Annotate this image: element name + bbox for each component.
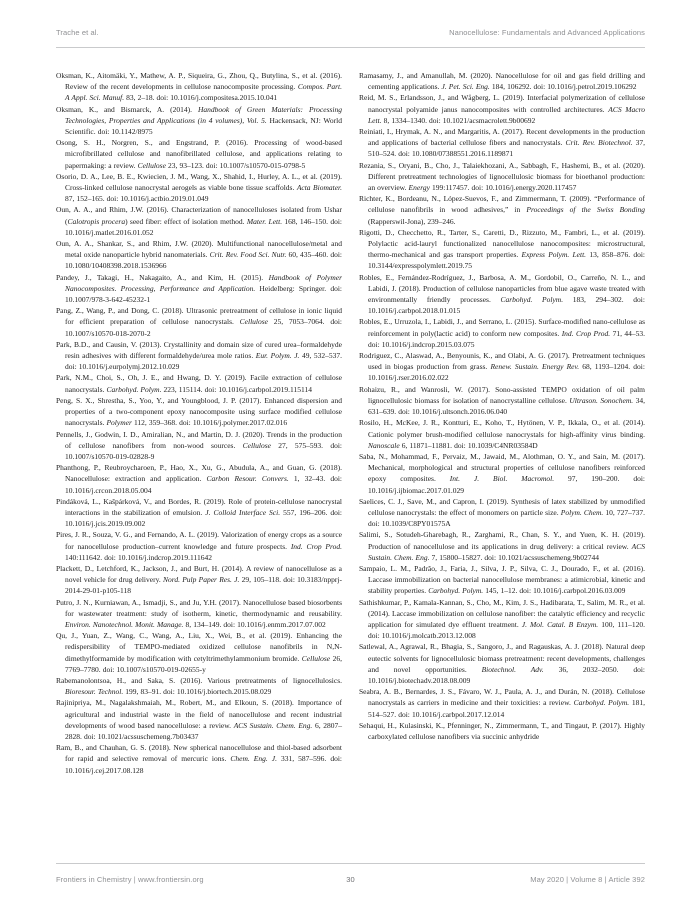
reference-entry: Robles, E., Urruzola, I., Labidi, J., and Serrano, L. (2015). Surface-modified nano-cellulose as reinforcement in poly(lactic acid) to conform new composites. Ind. Crop Prod. 71, 44–53. doi: 10.1016/j.indcrop.2015.03.075	[359, 317, 645, 349]
references-column-left	[56, 70, 342, 860]
reference-entry: Park, B.D., and Causin, V. (2013). Crystallinity and domain size of cured urea–formaldehyde resin adhesives with different formaldehyde/urea mole ratios. Eur. Polym. J. 49, 532–537. doi: 10.1016/j.eurpolymj.2012.10.029	[56, 339, 343, 372]
reference-entry: Plackett, D., Letchford, K., Jackson, J., and Burt, H. (2014). A review of nanocellulose as a novel vehicle for drug delivery. Nord. Pulp Paper Res. J. 29, 105–118. doi: 10.3183/npprj-2014-29-01-p105-118	[56, 563, 342, 596]
references-section	[56, 70, 645, 860]
footer-issue-info: May 2020 | Volume 8 | Article 392	[530, 875, 645, 884]
reference-entry: Sathishkumar, P., Kamala-Kannan, S., Cho, M., Kim, J. S., Hadibarata, T., Salim, M. R., et al. (2014). Laccase immobilization on cellulose nanofiber: the catalytic efficiency and recyclic application for simulated dye effluent treatment. J. Mol. Catal. B Enzym. 100, 111–120. doi: 10.1016/j.molcatb.2013.12.008	[359, 597, 645, 641]
reference-entry: Park, N.M., Choi, S., Oh, J. E., and Hwang, D. Y. (2019). Facile extraction of cellulose nanocrystals. Carbohyd. Polym. 223, 115114. doi: 10.1016/j.carbpol.2019.115114	[56, 373, 342, 394]
reference-entry: Seabra, A. B., Bernardes, J. S., Fávaro, W. J., Paula, A. J., and Durán, N. (2018). Cellulose nanocrystals as carriers in medicine and their toxicities: a review. Carbohyd. Polym. 181, 514–527. doi: 10.1016/j.carbpol.2017.12.014	[359, 687, 645, 719]
reference-entry: Oksman, K., and Bismarck, A. (2014). Handbook of Green Materials: Processing Technologies, Properties and Applications (in 4 volumes), Vol. 5. Hackensack, NJ: World Scientific. doi: 10.1142/8975	[56, 104, 342, 137]
reference-entry: Saelices, C. J., Save, M., and Capron, I. (2019). Synthesis of latex stabilized by unmodified cellulose nanocrystals: the effect of monomers on particle size. Polym. Chem. 10, 727–737. doi: 10.1039/C8PY01575A	[359, 496, 645, 529]
reference-entry: Putro, J. N., Kurniawan, A., Ismadji, S., and Ju, Y.H. (2017). Nanocellulose based biosorbents for wastewater treatment: study of isotherm, kinetic, thermodynamic and reusability. Environ. Nanotechnol. Monit. Manage. 8, 134–149. doi: 10.1016/j.enmm.2017.07.002	[56, 597, 342, 629]
reference-entry: Robles, E., Fernández-Rodríguez, J., Barbosa, A. M., Gordobil, O., Carreño, N. L., and Labidi, J. (2018). Production of cellulose nanoparticles from blue agave waste treated with environmentally friendly processes. Carbohyd. Polym. 183, 294–302. doi: 10.1016/j.carbpol.2018.01.015	[359, 272, 645, 316]
footer-journal-url: Frontiers in Chemistry | www.frontiersin.org	[56, 875, 204, 884]
reference-entry: Sampaio, L. M., Padrão, J., Faria, J., Silva, J. P., Silva, C. J., Dourado, F., et al. (2016). Laccase immobilization on bacterial nanocellulose membranes: a atimicrobial, kinetic and stability properties. Carbohyd. Polym. 145, 1–12. doi: 10.1016/j.carbpol.2016.03.009	[359, 563, 645, 596]
reference-entry: Ramasamy, J., and Amanullah, M. (2020). Nanocellulose for oil and gas field drilling and cementing applications. J. Pet. Sci. Eng. 184, 106292. doi: 10.1016/j.petrol.2019.106292	[359, 71, 645, 92]
reference-entry: Oun, A. A., Shankar, S., and Rhim, J.W. (2020). Multifunctional nanocellulose/metal and metal oxide nanoparticle hybrid nanomaterials. Crit. Rev. Food Sci. Nutr. 60, 435–460. doi: 10.1080/10408398.2018.1536966	[56, 239, 342, 271]
running-head	[56, 28, 645, 37]
reference-entry: Salimi, S., Sotudeh-Gharebagh, R., Zarghami, R., Chan, S. Y., and Yuen, K. H. (2019). Production of nanocellulose and its applications in drug delivery: a critical review. ACS Sustain. Chem. Eng. 7, 15800–15827. doi: 10.1021/acssuschemeng.9b02744	[359, 530, 645, 562]
reference-entry: Rosilo, H., McKee, J. R., Kontturi, E., Koho, T., Hytönen, V. P., Ikkala, O., et al. (2014). Cationic polymer brush-modified cellulose nanocrystals for high-affinity virus binding. Nanoscale 6, 11871–11881. doi: 10.1039/C4NR03584D	[359, 418, 645, 450]
reference-entry: Saba, N., Mohammad, F., Pervaiz, M., Jawaid, M., Alothman, O. Y., and Sain, M. (2017). Mechanical, morphological and structural properties of cellulose nanofibers reinforced epoxy composites. Int. J. Biol. Macromol. 97, 190–200. doi: 10.1016/j.ijbiomac.2017.01.029	[359, 451, 645, 495]
reference-entry: Rodriguez, C., Alaswad, A., Benyounis, K., and Olabi, A. G. (2017). Pretreatment techniques used in biogas production from grass. Renew. Sustain. Energy Rev. 68, 1193–1204. doi: 10.1016/j.rser.2016.02.022	[359, 351, 645, 383]
reference-entry: Oksman, K., Aitomäki, Y., Mathew, A. P., Siqueira, G., Zhou, Q., Butylina, S., et al. (2016). Review of the recent developments in cellulose nanocomposite processing. Compos. Part. A Appl. Sci. Manuf. 83, 2–18. doi: 10.1016/j.compositesa.2015.10.041	[56, 71, 343, 103]
reference-entry: Rezania, S., Oryani, B., Cho, J., Talaiekhozani, A., Sabbagh, F., Hashemi, B., et al. (2020). Different pretreatment technologies of lignocellulosic biomass for bioethanol production: an overview. Energy 199:117457. doi: 10.1016/j.energy.2020.117457	[359, 160, 645, 193]
reference-entry: Satlewal, A., Agrawal, R., Bhagia, S., Sangoro, J., and Ragauskas, A. J. (2018). Natural deep eutectic solvents for lignocellulosic biomass pretreatment: recent developments, challenges and novel opportunities. Biotechnol. Adv. 36, 2032–2050. doi: 10.1016/j.biotechadv.2018.08.009	[359, 642, 645, 685]
reference-entry: Osorio, D. A., Lee, B. E., Kwiecien, J. M., Wang, X., Shahid, I., Hurley, A. L., et al. (2019). Cross-linked cellulose nanocrystal aerogels as viable bone tissue scaffolds. Acta Biomater. 87, 152–165. doi: 10.1016/j.actbio.2019.01.049	[56, 171, 342, 204]
reference-entry: Ram, B., and Chauhan, G. S. (2018). New spherical nanocellulose and thiol-based adsorbent for rapid and selective removal of mercuric ions. Chem. Eng. J. 331, 587–596. doi: 10.1016/j.cej.2017.08.128	[56, 743, 342, 775]
header-divider	[56, 47, 645, 48]
page-number: 30	[346, 875, 355, 884]
reference-entry: Rigotti, D., Checchetto, R., Tarter, S., Caretti, D., Rizzuto, M., Fambri, L., et al. (2019). Polylactic acid-lauryl functionalized nanocellulose nanocomposites: microstructural, thermo-mechanical and gas transport properties. Express Polym. Lett. 13, 858–876. doi: 10.3144/expresspolymlett.2019.75	[359, 227, 645, 271]
reference-entry: Pindáková, L., Kašpárková, V., and Bordes, R. (2019). Role of protein-cellulose nanocrystal interactions in the stabilization of emulsion. J. Colloid Interface Sci. 557, 196–206. doi: 10.1016/j.jcis.2019.09.002	[56, 496, 342, 529]
reference-entry: Phanthong, P., Reubroycharoen, P., Hao, X., Xu, G., Abudula, A., and Guan, G. (2018). Nanocellulose: extraction and application. Carbon Resour. Convers. 1, 32–43. doi: 10.1016/j.crcon.2018.05.004	[56, 463, 342, 495]
references-column-right	[359, 70, 645, 860]
reference-entry: Qu, J., Yuan, Z., Wang, C., Wang, A., Liu, X., Wei, B., et al. (2019). Enhancing the redispersibility of TEMPO-mediated oxidized cellulose nanofibrils in N,N-dimethylformamide by modification with cetyltrimethylammonium bromide. Cellulose 26, 7769–7780. doi: 10.1007/s10570-019-02655-y	[56, 631, 343, 674]
running-head-authors: Trache et al.	[56, 28, 99, 37]
running-head-title: Nanocellulose: Fundamentals and Advanced Applications	[449, 28, 645, 37]
reference-entry: Reid, M. S., Erlandsson, J., and Wågberg, L. (2019). Interfacial polymerization of cellulose nanocrystal polyamide janus nanocomposites with controlled architectures. ACS Macro Lett. 8, 1334–1340. doi: 10.1021/acsmacrolett.9b00692	[359, 93, 645, 125]
reference-entry: Pennells, J., Godwin, I. D., Amiralian, N., and Martin, D. J. (2020). Trends in the production of cellulose nanofibers from non-wood sources. Cellulose 27, 575–593. doi: 10.1007/s10570-019-02828-9	[56, 429, 342, 461]
reference-entry: Pires, J. R., Souza, V. G., and Fernando, A. L. (2019). Valorization of energy crops as a source for nanocellulose production–current knowledge and future prospects. Ind. Crop Prod. 140:111642. doi: 10.1016/j.indcrop.2019.111642	[56, 530, 342, 562]
reference-entry: Pang, Z., Wang, P., and Dong, C. (2018). Ultrasonic pretreatment of cellulose in ionic liquid for efficient preparation of cellulose nanocrystals. Cellulose 25, 7053–7064. doi: 10.1007/s10570-018-2070-2	[56, 306, 342, 338]
reference-entry: Richter, K., Bordeanu, N., López-Suevos, F., and Zimmermann, T. (2009). “Performance of cellulose nanofibrils in wood adhesives,” in Proceedings of the Swiss Bonding (Rapperswil-Jona), 239–246.	[359, 194, 645, 226]
footer-divider	[56, 863, 645, 864]
reference-entry: Rohaizu, R., and Wanrosli, W. (2017). Sono-assisted TEMPO oxidation of oil palm lignocellulosic biomass for isolation of nanocrystalline cellulose. Ultrason. Sonochem. 34, 631–639. doi: 10.1016/j.ultsonch.2016.06.040	[359, 384, 645, 417]
reference-entry: Peng, S. X., Shrestha, S., Yoo, Y., and Youngblood, J. P. (2017). Enhanced dispersion and properties of a two-component epoxy nanocomposite using surface modified cellulose nanocrystals. Polymer 112, 359–368. doi: 10.1016/j.polymer.2017.02.016	[56, 395, 342, 428]
reference-entry: Oun, A. A., and Rhim, J.W. (2016). Characterization of nanocelluloses isolated from Ushar (Calotropis procera) seed fiber: effect of isolation method. Mater. Lett. 168, 146–150. doi: 10.1016/j.matlet.2016.01.052	[56, 205, 342, 237]
page-footer	[56, 875, 645, 884]
reference-entry: Rajinipriya, M., Nagalakshmaiah, M., Robert, M., and Elkoun, S. (2018). Importance of agricultural and industrial waste in the field of nanocellulose and recent industrial developments of wood based nanocellulose: a review. ACS Sustain. Chem. Eng. 6, 2807–2828. doi: 10.1021/acssuschemeng.7b03437	[56, 698, 342, 741]
reference-entry: Pandey, J., Takagi, H., Nakagaito, A., and Kim, H. (2015). Handbook of Polymer Nanocomposites. Processing, Performance and Application. Heidelberg: Springer. doi: 10.1007/978-3-642-45232-1	[56, 272, 342, 305]
reference-entry: Rabemanolontsoa, H., and Saka, S. (2016). Various pretreatments of lignocellulosics. Bioresour. Technol. 199, 83–91. doi: 10.1016/j.biortech.2015.08.029	[56, 675, 342, 697]
reference-entry: Sehaqui, H., Kulasinski, K., Pfenninger, N., Zimmermann, T., and Tingaut, P. (2017). Highly carboxylated cellulose nanofibers via succinic anhydride	[359, 720, 645, 741]
reference-entry: Osong, S. H., Norgren, S., and Engstrand, P. (2016). Processing of wood-based microfibrillated cellulose and nanofibrillated cellulose, and applications relating to papermaking: a review. Cellulose 23, 93–123. doi: 10.1007/s10570-015-0798-5	[56, 138, 342, 170]
reference-entry: Reiniati, I., Hrymak, A. N., and Margaritis, A. (2017). Recent developments in the production and applications of bacterial cellulose fibers and nanocrystals. Crit. Rev. Biotechnol. 37, 510–524. doi: 10.1080/07388551.2016.1189871	[359, 127, 645, 159]
